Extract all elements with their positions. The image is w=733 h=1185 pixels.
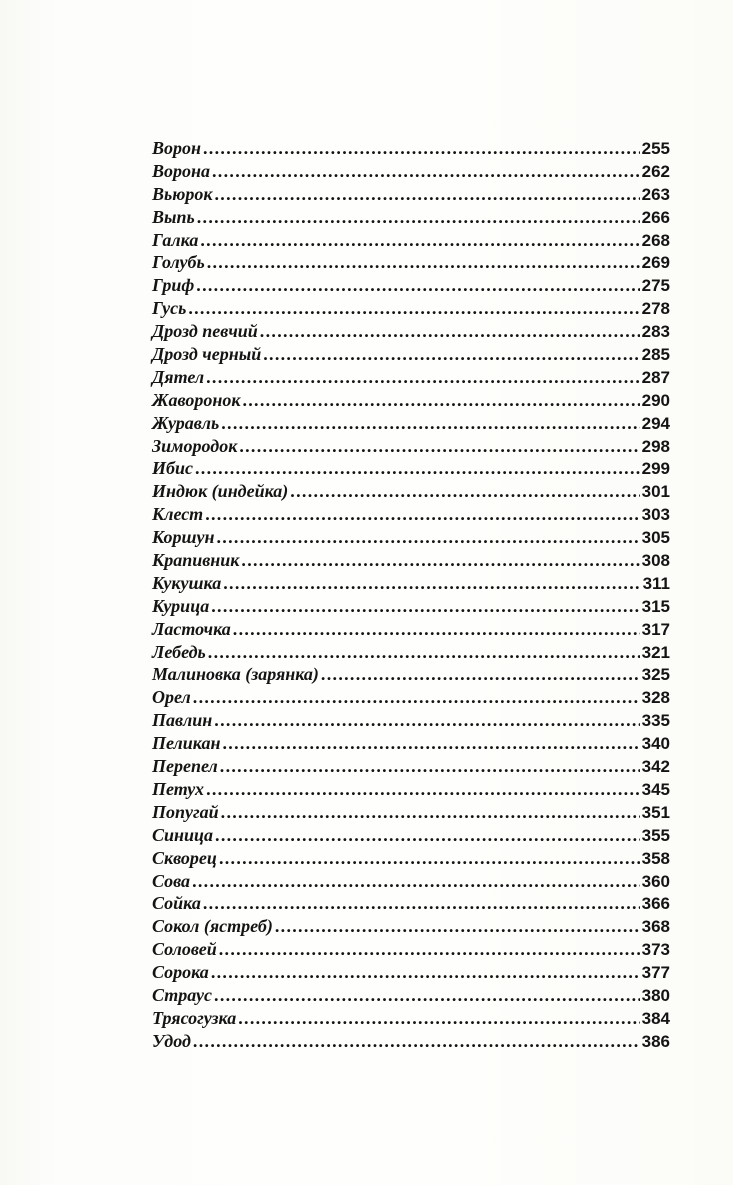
toc-entry-title: Ворона (152, 160, 210, 181)
toc-entry-title: Коршун (152, 527, 215, 548)
toc-entry (152, 802, 670, 825)
toc-entry-title: Трясогузка (152, 1007, 237, 1028)
toc-entry-page-number: 384 (641, 1008, 670, 1028)
toc-entry-title: Павлин (152, 710, 213, 731)
toc-dot-leader (203, 138, 640, 159)
toc-entry (152, 481, 670, 504)
toc-dot-leader (193, 687, 640, 708)
toc-entry-page-number: 303 (641, 505, 670, 525)
toc-entry-page-number: 368 (641, 917, 670, 937)
toc-dot-leader (211, 962, 640, 983)
toc-dot-leader (208, 642, 640, 663)
toc-dot-leader (221, 413, 639, 434)
toc-dot-leader (242, 390, 639, 411)
toc-entry (152, 1031, 670, 1054)
toc-entry-title: Сокол (ястреб) (152, 916, 273, 937)
toc-entry (152, 916, 670, 939)
toc-entry (152, 252, 670, 275)
toc-entry-title: Страус (152, 984, 213, 1005)
toc-entry-page-number: 278 (641, 299, 670, 319)
toc-entry (152, 962, 670, 985)
toc-entry (152, 390, 670, 413)
toc-entry (152, 298, 670, 321)
toc-entry (152, 687, 670, 710)
toc-entry (152, 642, 670, 665)
toc-entry-page-number: 328 (641, 688, 670, 708)
toc-entry (152, 939, 670, 962)
toc-entry-page-number: 268 (641, 230, 670, 250)
toc-entry-page-number: 377 (641, 963, 670, 983)
toc-entry-title: Соловей (152, 939, 217, 960)
toc-entry (152, 664, 670, 687)
toc-dot-leader (220, 756, 640, 777)
toc-entry-page-number: 301 (641, 482, 670, 502)
toc-entry-title: Дятел (152, 366, 205, 387)
toc-dot-leader (321, 664, 640, 685)
toc-entry-page-number: 305 (641, 528, 670, 548)
toc-entry (152, 550, 670, 573)
toc-entry (152, 504, 670, 527)
toc-entry-page-number: 342 (641, 757, 670, 777)
toc-dot-leader (192, 871, 640, 892)
toc-entry-page-number: 298 (641, 436, 670, 456)
toc-entry (152, 825, 670, 848)
toc-dot-leader (195, 458, 640, 479)
toc-entry (152, 779, 670, 802)
toc-dot-leader (214, 985, 640, 1006)
toc-entry (152, 161, 670, 184)
toc-entry (152, 1008, 670, 1031)
toc-entry-page-number: 315 (641, 596, 670, 616)
toc-entry-title: Сорока (152, 962, 209, 983)
toc-entry-page-number: 283 (641, 322, 670, 342)
toc-dot-leader (221, 802, 640, 823)
toc-entry (152, 871, 670, 894)
toc-entry-title: Галка (152, 229, 199, 250)
toc-entry-page-number: 366 (641, 894, 670, 914)
toc-dot-leader (223, 573, 640, 594)
toc-entry-page-number: 263 (641, 184, 670, 204)
toc-entry (152, 413, 670, 436)
toc-entry-page-number: 351 (641, 802, 670, 822)
toc-entry-page-number: 355 (641, 825, 670, 845)
toc-dot-leader (188, 298, 639, 319)
toc-entry-title: Лебедь (152, 641, 206, 662)
toc-entry-title: Ворон (152, 138, 201, 158)
toc-entry-page-number: 321 (641, 642, 670, 662)
toc-entry (152, 733, 670, 756)
toc-entry-title: Дрозд певчий (152, 321, 258, 342)
toc-entry-page-number: 360 (641, 871, 670, 891)
toc-dot-leader (214, 710, 639, 731)
toc-entry-page-number: 325 (641, 665, 670, 685)
toc-entry-title: Выпь (152, 206, 195, 227)
toc-dot-leader (233, 619, 640, 640)
toc-entry-title: Клест (152, 504, 204, 525)
toc-entry-page-number: 335 (641, 711, 670, 731)
toc-entry (152, 619, 670, 642)
toc-entry-page-number: 308 (641, 551, 670, 571)
toc-entry-title: Ласточка (152, 618, 231, 639)
toc-entry (152, 893, 670, 916)
toc-dot-leader (197, 207, 640, 228)
toc-entry-page-number: 287 (641, 367, 670, 387)
toc-dot-leader (215, 184, 640, 205)
toc-dot-leader (290, 481, 639, 502)
toc-entry-page-number: 345 (641, 779, 670, 799)
toc-dot-leader (275, 916, 640, 937)
toc-entry-page-number: 266 (641, 207, 670, 227)
toc-entry-page-number: 317 (641, 619, 670, 639)
toc-dot-leader (238, 1008, 639, 1029)
toc-entry-title: Удод (152, 1030, 191, 1051)
toc-entry-title: Попугай (152, 801, 219, 822)
toc-entry-page-number: 255 (641, 139, 670, 158)
toc-dot-leader (196, 275, 639, 296)
toc-dot-leader (206, 779, 640, 800)
toc-entry-title: Голубь (152, 252, 205, 273)
toc-entry-title: Гусь (152, 298, 187, 319)
toc-entry (152, 596, 670, 619)
toc-entry (152, 436, 670, 459)
toc-dot-leader (217, 527, 640, 548)
toc-entry-page-number: 262 (641, 161, 670, 181)
toc-dot-leader (212, 161, 640, 182)
toc-dot-leader (205, 504, 639, 525)
toc-dot-leader (215, 825, 640, 846)
toc-entry-page-number: 294 (641, 413, 670, 433)
toc-dot-leader (193, 1031, 640, 1052)
toc-dot-leader (239, 436, 639, 457)
toc-dot-leader (241, 550, 639, 571)
toc-dot-leader (260, 321, 640, 342)
toc-entry-page-number: 299 (641, 459, 670, 479)
toc-entry-title: Орел (152, 687, 191, 708)
toc-dot-leader (263, 344, 639, 365)
toc-entry-title: Малиновка (зарянка) (152, 664, 319, 685)
toc-dot-leader (219, 939, 640, 960)
toc-entry (152, 527, 670, 550)
toc-entry (152, 756, 670, 779)
toc-entry-page-number: 275 (641, 276, 670, 296)
toc-entry-page-number: 285 (641, 345, 670, 365)
table-of-contents (152, 138, 670, 1054)
toc-entry-title: Сова (152, 870, 191, 891)
toc-entry (152, 138, 670, 161)
toc-entry-page-number: 290 (641, 390, 670, 410)
toc-entry (152, 344, 670, 367)
toc-entry-page-number: 373 (641, 940, 670, 960)
toc-entry-title: Перепел (152, 756, 218, 777)
toc-entry-title: Скворец (152, 847, 217, 868)
toc-entry (152, 230, 670, 253)
toc-entry-title: Вьюрок (152, 183, 213, 204)
toc-entry-page-number: 380 (641, 985, 670, 1005)
toc-entry-title: Крапивник (152, 550, 240, 571)
toc-entry (152, 848, 670, 871)
toc-entry-title: Кукушка (152, 572, 222, 593)
toc-entry (152, 573, 670, 596)
toc-entry (152, 184, 670, 207)
toc-entry-title: Зимородок (152, 435, 238, 456)
toc-entry-page-number: 311 (642, 573, 670, 593)
toc-entry-title: Синица (152, 824, 214, 845)
toc-dot-leader (203, 893, 640, 914)
toc-entry-title: Дрозд черный (152, 344, 262, 365)
toc-entry (152, 275, 670, 298)
toc-entry-title: Сойка (152, 893, 201, 914)
toc-entry-page-number: 358 (641, 848, 670, 868)
toc-entry (152, 321, 670, 344)
toc-entry-title: Жаворонок (152, 389, 241, 410)
toc-entry (152, 367, 670, 390)
toc-entry-title: Индюк (индейка) (152, 481, 289, 502)
toc-entry-title: Петух (152, 778, 205, 799)
toc-entry (152, 207, 670, 230)
toc-dot-leader (206, 367, 640, 388)
toc-entry-page-number: 386 (641, 1031, 670, 1051)
toc-entry-title: Курица (152, 595, 210, 616)
toc-entry-title: Пеликан (152, 733, 221, 754)
toc-entry-page-number: 340 (641, 734, 670, 754)
toc-entry-title: Журавль (152, 412, 220, 433)
toc-entry (152, 985, 670, 1008)
toc-dot-leader (219, 848, 640, 869)
toc-entry-page-number: 269 (641, 253, 670, 273)
toc-dot-leader (200, 230, 639, 251)
toc-dot-leader (207, 252, 640, 273)
toc-dot-leader (222, 733, 639, 754)
toc-dot-leader (211, 596, 639, 617)
toc-entry (152, 710, 670, 733)
toc-entry-title: Ибис (152, 458, 193, 479)
toc-entry (152, 458, 670, 481)
toc-entry-title: Гриф (152, 275, 195, 296)
